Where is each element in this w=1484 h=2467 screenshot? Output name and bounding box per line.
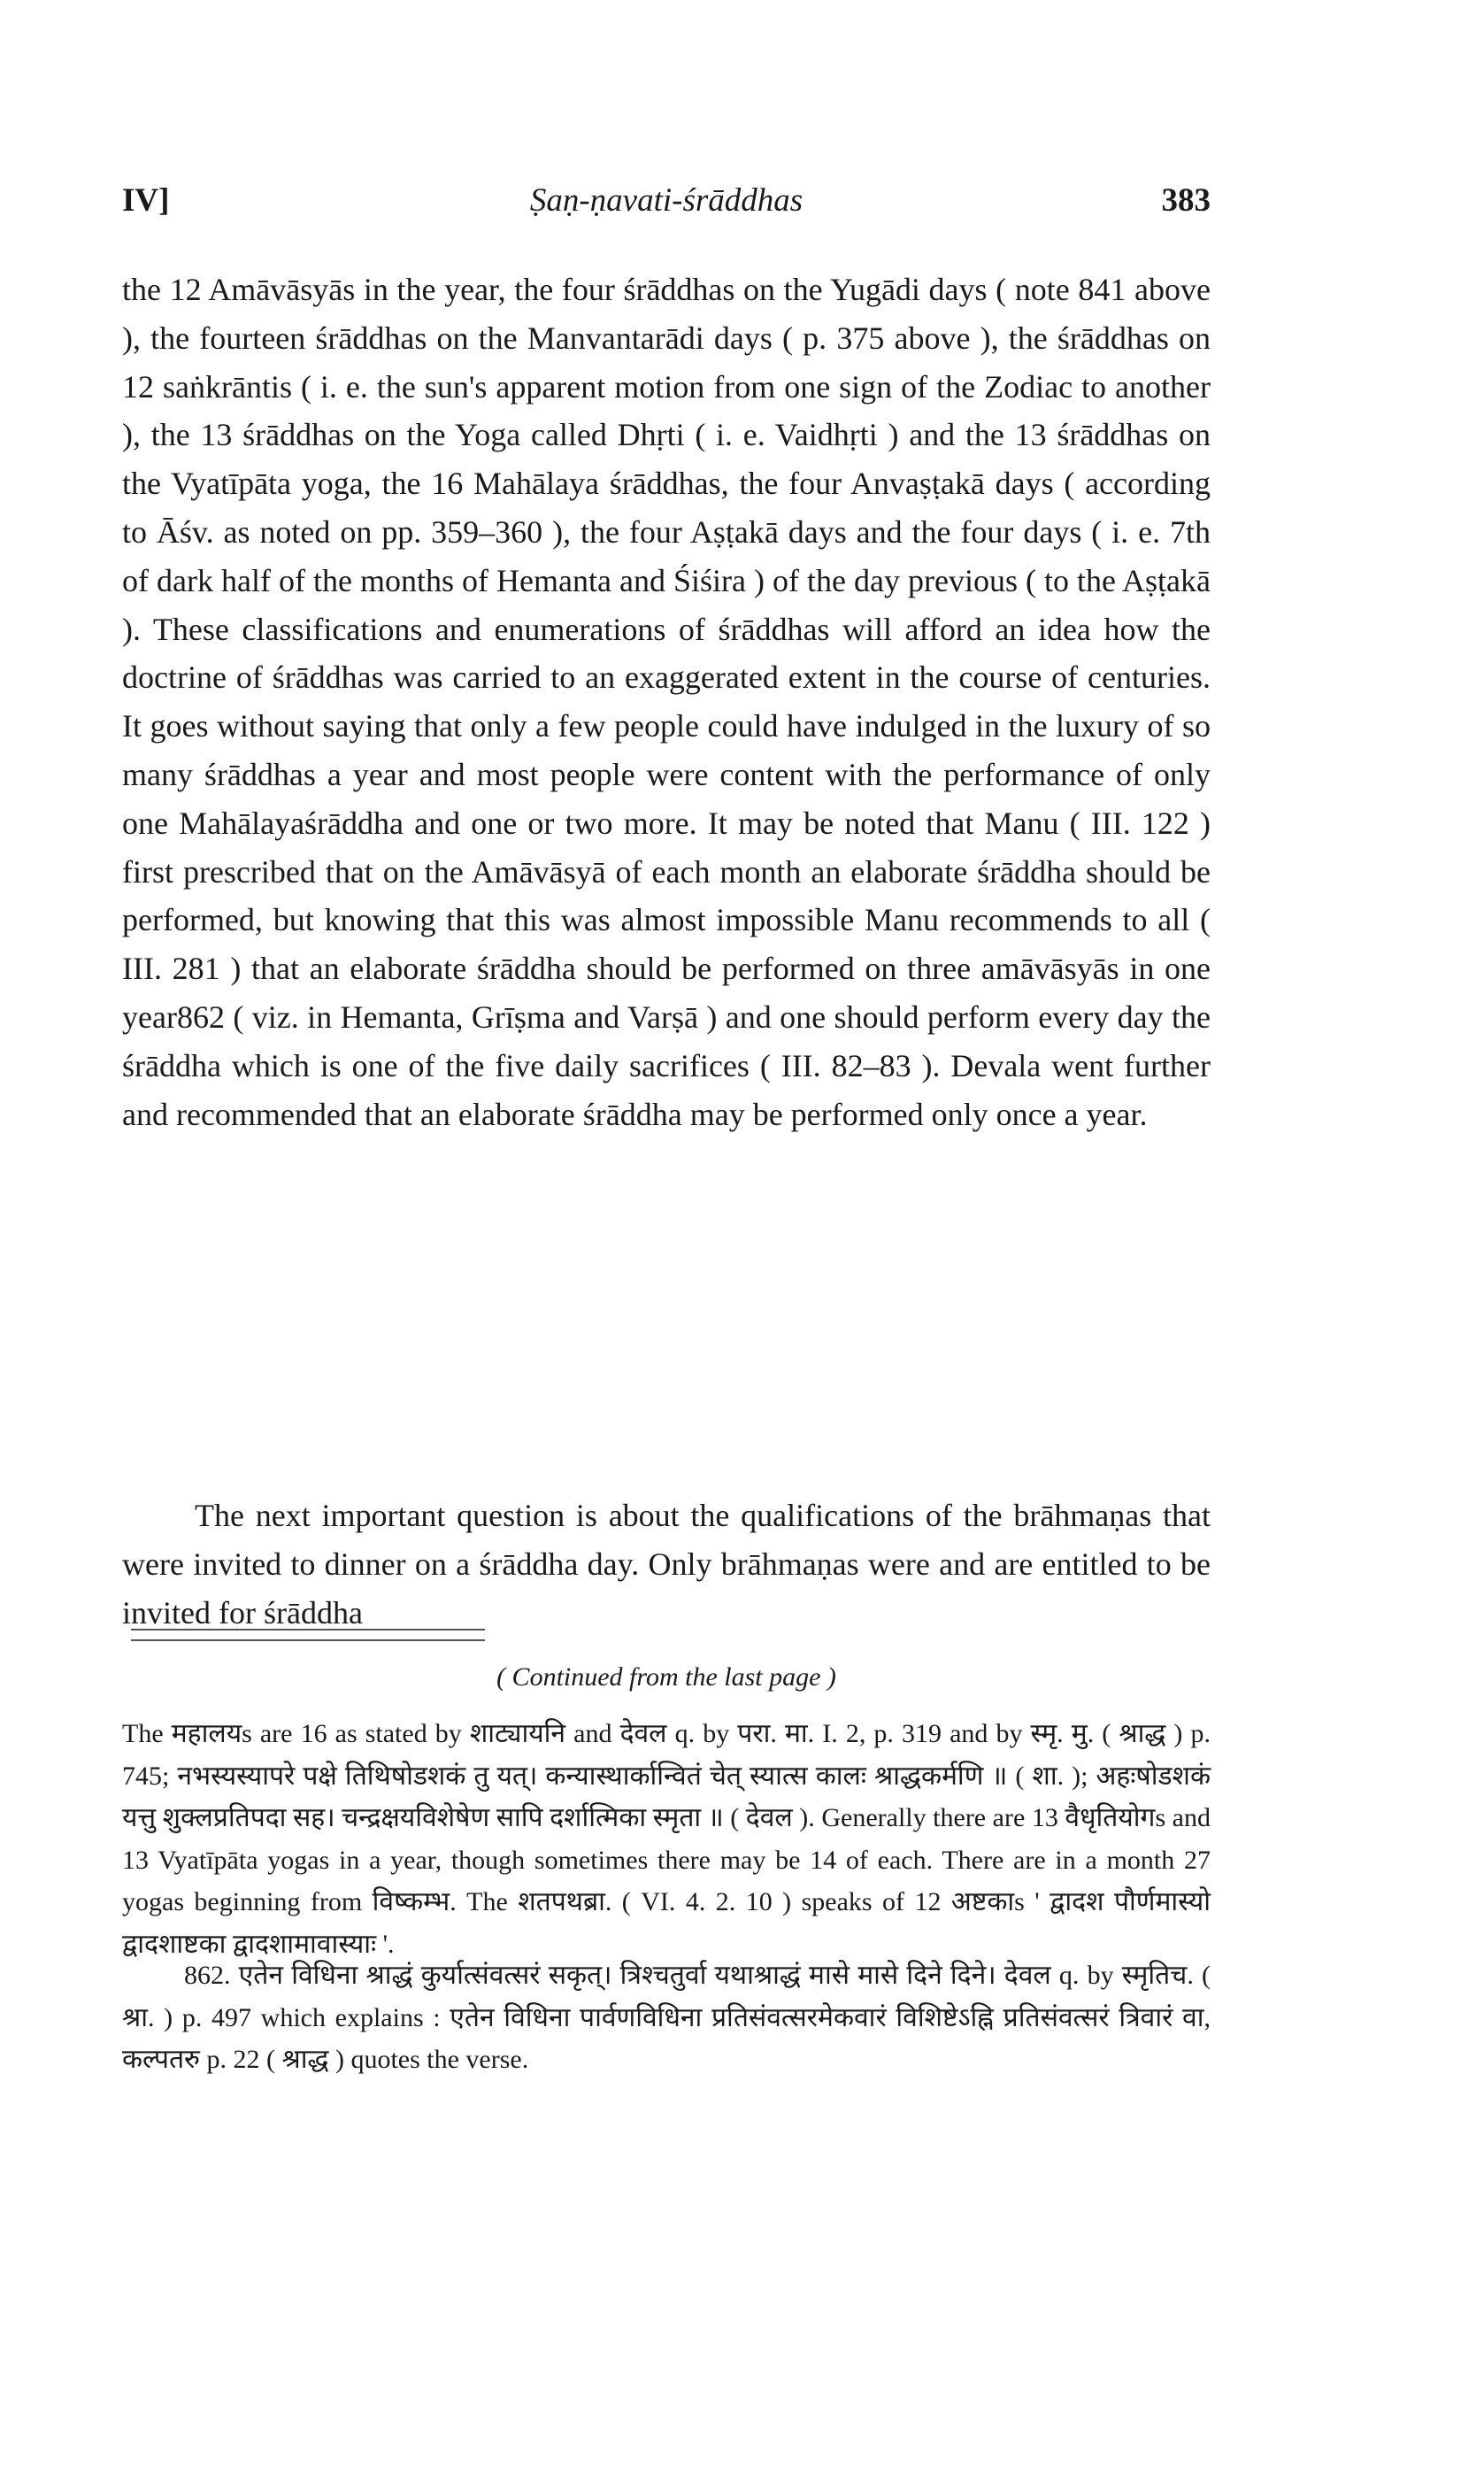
footnote-862: 862. एतेन विधिना श्राद्धं कुर्यात्संवत्सरं सकृत्। त्रिश्चतुर्वा यथाश्राद्धं मासे मासे दिने दिने। देवल q. by स्मृतिच. ( श्रा. ) p. 497 which explains : एतेन विधिना पार्वणविधिना प्रतिसंवत्सरमेकवारं विशिष्टेऽह्नि प्रतिसंवत्सरं त्रिवारं वा, कल्पतरु p. 22 ( श्राद्ध ) quotes the verse. <box>122 1961 1211 2074</box>
footnote-divider <box>131 1629 485 1641</box>
footnote-continued-label: ( Continued from the last page ) <box>496 1662 836 1692</box>
running-header <box>122 181 1211 235</box>
chapter-number: IV] <box>122 182 170 219</box>
body-paragraph-2: The next important question is about the qualifications of the brāhmaṇas that were invited to dinner on a śrāddha day. Only brāhmaṇas were and are entitled to be invited for śrāddha <box>122 1498 1211 1631</box>
footnote-continued-text: The महालयs are 16 as stated by शाट्यायनि and देवल q. by परा. मा. I. 2, p. 319 and by स्मृ. मु. ( श्राद्ध ) p. 745; नभस्यस्यापरे पक्षे तिथिषोडशकं तु यत्। कन्यास्थार्कान्वितं चेत् स्यात्स कालः श्राद्धकर्मणि ॥ ( शा. ); अहःषोडशकं यत्तु शुक्लप्रतिपदा सह। चन्द्रक्षयविशेषेण सापि दर्शात्मिका स्मृता ॥ ( देवल ). Generally there are 13 वैधृतियोगs and 13 Vyatīpāta yogas in a year, though sometimes there may be 14 of each. There are in a month 27 yogas beginning from विष्कम्भ. The शतपथब्रा. ( VI. 4. 2. 10 ) speaks of 12 अष्टकाs ' द्वादश पौर्णमास्यो द्वादशाष्टका द्वादशामावास्याः '. <box>122 1719 1211 1959</box>
page-title: Ṣaṇ-ṇavati-śrāddhas <box>529 182 804 219</box>
page-number: 383 <box>1161 182 1211 219</box>
body-paragraph-1: the 12 Amāvāsyās in the year, the four śrāddhas on the Yugādi days ( note 841 above ), the fourteen śrāddhas on the Manvantarādi days ( p. 375 above ), the śrāddhas on 12 saṅkrāntis ( i. e. the sun's apparent motion from one sign of the Zodiac to another ), the 13 śrāddhas on the Yoga called Dhṛti ( i. e. Vaidhṛti ) and the 13 śrāddhas on the Vyatīpāta yoga, the 16 Mahālaya śrāddhas, the four Anvaṣṭakā days ( according to Āśv. as noted on pp. 359–360 ), the four Aṣṭakā days and the four days ( i. e. 7th of dark half of the months of Hemanta and Śiśira ) of the day previous ( to the Aṣṭakā ). These classifications and enumerations of śrāddhas will afford an idea how the doctrine of śrāddhas was carried to an exaggerated extent in the course of centuries. It goes without saying that only a few people could have indulged in the luxury of so many śrāddhas a year and most people were content with the performance of only one Mahālayaśrāddha and one or two more. It may be noted that Manu ( III. 122 ) first prescribed that on the Amāvāsyā of each month an elaborate śrāddha should be performed, but knowing that this was almost impossible Manu recommends to all ( III. 281 ) that an elaborate śrāddha should be performed on three amāvāsyās in one year862 ( viz. in Hemanta, Grīṣma and Varṣā ) and one should perform every day the śrāddha which is one of the five daily sacrifices ( III. 82–83 ). Devala went further and recommended that an elaborate śrāddha may be performed only once a year. <box>122 272 1211 1132</box>
